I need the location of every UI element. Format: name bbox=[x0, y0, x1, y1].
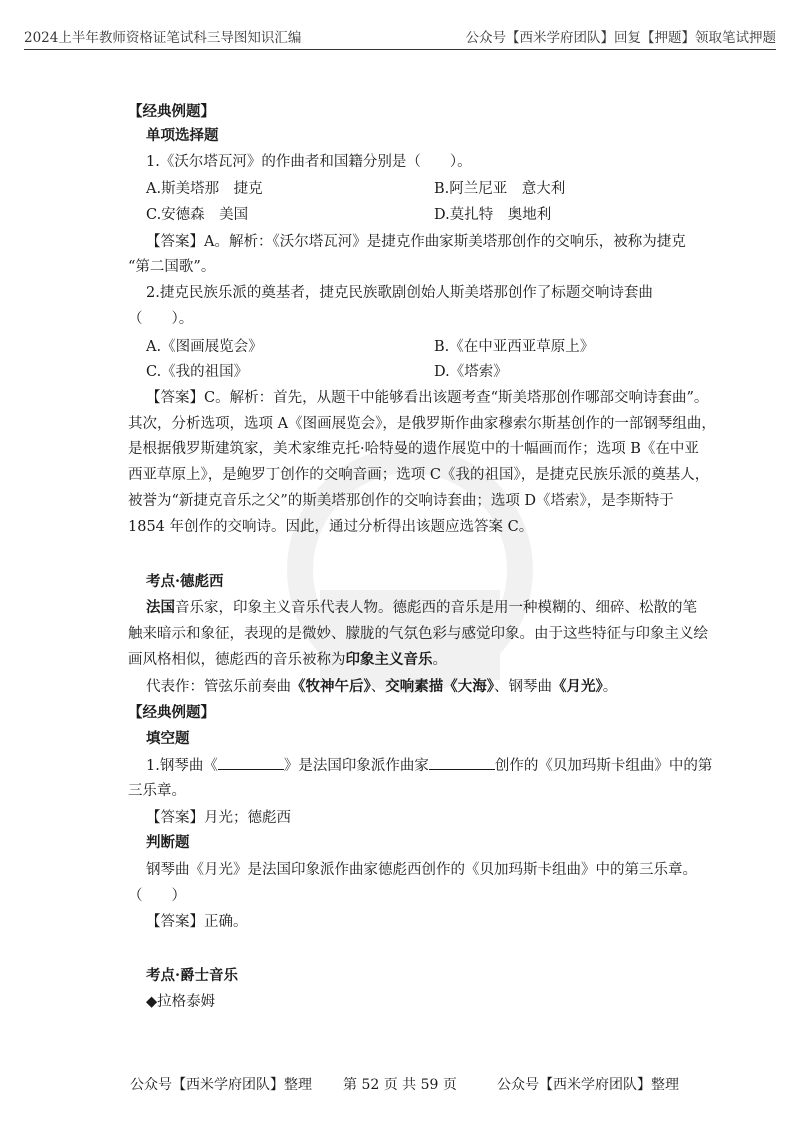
option-b: B.阿兰尼亚 意大利 bbox=[434, 181, 566, 197]
question-1-answer-line-2: “第二国歌”。 bbox=[128, 259, 216, 275]
option-d: D.《塔索》 bbox=[434, 364, 508, 380]
topic-title-jazz: 考点·爵士音乐 bbox=[146, 967, 239, 984]
topic-title-debussy: 考点·德彪西 bbox=[146, 573, 224, 590]
option-a: A.《图画展览会》 bbox=[146, 339, 263, 355]
judge-question-line-1: 钢琴曲《月光》是法国印象派作曲家德彪西创作的《贝加玛斯卡组曲》中的第三乐章。 bbox=[146, 862, 697, 878]
question-2-stem-line-1: 2.捷克民族乐派的奠基者，捷克民族歌剧创始人斯美塔那创作了标题交响诗套曲 bbox=[146, 285, 653, 301]
option-d: D.莫扎特 奥地利 bbox=[434, 207, 552, 223]
judge-question-line-2: （ ） bbox=[128, 888, 186, 904]
header-left-text: 2024上半年教师资格证笔试科三导图知识汇编 bbox=[24, 30, 302, 46]
question-2-answer-line-3: 是根据俄罗斯建筑家，美术家维克托·哈特曼的遗作展览中的十幅画而作；选项 B《在中亚 bbox=[128, 441, 699, 457]
work-clair-de-lune: 《月光》 bbox=[552, 678, 603, 695]
fill-question-line-2: 三乐章。 bbox=[128, 783, 186, 799]
desc-bold-impressionism: 印象主义音乐 bbox=[345, 651, 433, 668]
footer-left-text: 公众号【西米学府团队】整理 bbox=[130, 1077, 312, 1093]
option-c: C.《我的祖国》 bbox=[146, 364, 249, 380]
work-faune: 《牧神午后》 bbox=[291, 678, 371, 695]
question-2-stem-line-2: （ ）。 bbox=[128, 311, 194, 327]
fill-question-line-1 bbox=[128, 753, 713, 778]
fill-text: 创作的《贝加玛斯卡组曲》中的第 bbox=[494, 758, 713, 774]
question-2-answer-line-4: 西亚草原上》，是鲍罗丁创作的交响音画；选项 C《我的祖国》，是捷克民族乐派的奠基人， bbox=[128, 467, 710, 483]
question-1-stem: 1.《沃尔塔瓦河》的作曲者和国籍分别是（ ）。 bbox=[146, 154, 472, 170]
page-number: 第 52 页 共 59 页 bbox=[343, 1077, 457, 1093]
debussy-desc-line-2: 触来暗示和象征，表现的是微妙、朦胧的气氛色彩与感觉印象。由于这些特征与印象主义绘 bbox=[128, 626, 708, 642]
debussy-works bbox=[128, 675, 688, 699]
question-type-label: 判断题 bbox=[146, 834, 190, 851]
fill-blank bbox=[218, 753, 284, 770]
desc-text: 。 bbox=[432, 652, 447, 668]
works-sep: 、 bbox=[370, 679, 386, 695]
option-c: C.安德森 美国 bbox=[146, 207, 249, 223]
example-label: 【经典例题】 bbox=[128, 103, 215, 120]
judge-answer: 【答案】正确。 bbox=[146, 914, 248, 930]
desc-bold-france: 法国 bbox=[146, 599, 175, 616]
question-2-answer-line-1: 【答案】C。解析：首先，从题干中能够看出该题考查“斯美塔那创作哪部交响诗套曲”。 bbox=[146, 390, 709, 406]
question-type-label: 单项选择题 bbox=[146, 127, 219, 144]
page-header bbox=[24, 24, 776, 50]
debussy-desc-line-1 bbox=[128, 596, 697, 620]
desc-text: 音乐家，印象主义音乐代表人物。德彪西的音乐是用一种模糊的、细碎、松散的笔 bbox=[175, 600, 697, 616]
question-2-answer-line-5: 被誉为“新捷克音乐之父”的斯美塔那创作的交响诗套曲；选项 D《塔索》，是李斯特于 bbox=[128, 493, 674, 509]
works-end: 。 bbox=[602, 679, 618, 695]
work-la-mer: 交响素描《大海》 bbox=[385, 678, 494, 695]
question-1-answer-line-1: 【答案】A。解析：《沃尔塔瓦河》是捷克作曲家斯美塔那创作的交响乐，被称为捷克 bbox=[146, 234, 686, 250]
option-a: A.斯美塔那 捷克 bbox=[146, 181, 263, 197]
header-right-text: 公众号【西米学府团队】回复【押题】领取笔试押题 bbox=[465, 30, 776, 46]
fill-answer: 【答案】月光；德彪西 bbox=[146, 810, 291, 826]
option-b: B.《在中亚西亚草原上》 bbox=[434, 339, 595, 355]
question-type-label: 填空题 bbox=[146, 730, 190, 747]
fill-text: 1.钢琴曲《 bbox=[146, 758, 218, 774]
question-2-answer-line-2: 其次，分析选项，选项 A《图画展览会》，是俄罗斯作曲家穆索尔斯基创作的一部钢琴组曲， bbox=[128, 416, 716, 432]
works-prefix: 代表作：管弦乐前奏曲 bbox=[146, 679, 291, 695]
jazz-item-ragtime: ◆拉格泰姆 bbox=[146, 994, 216, 1010]
fill-blank bbox=[429, 753, 495, 770]
example-label: 【经典例题】 bbox=[128, 704, 215, 721]
question-2-answer-line-6: 1854 年创作的交响诗。因此，通过分析得出该题应选答案 C。 bbox=[128, 519, 534, 535]
debussy-desc-line-3 bbox=[128, 648, 688, 672]
footer-right-text: 公众号【西米学府团队】整理 bbox=[497, 1077, 679, 1093]
desc-text: 画风格相似，德彪西的音乐被称为 bbox=[128, 652, 346, 668]
works-sep: 、钢琴曲 bbox=[494, 679, 552, 695]
fill-text: 》是法国印象派作曲家 bbox=[283, 758, 429, 774]
